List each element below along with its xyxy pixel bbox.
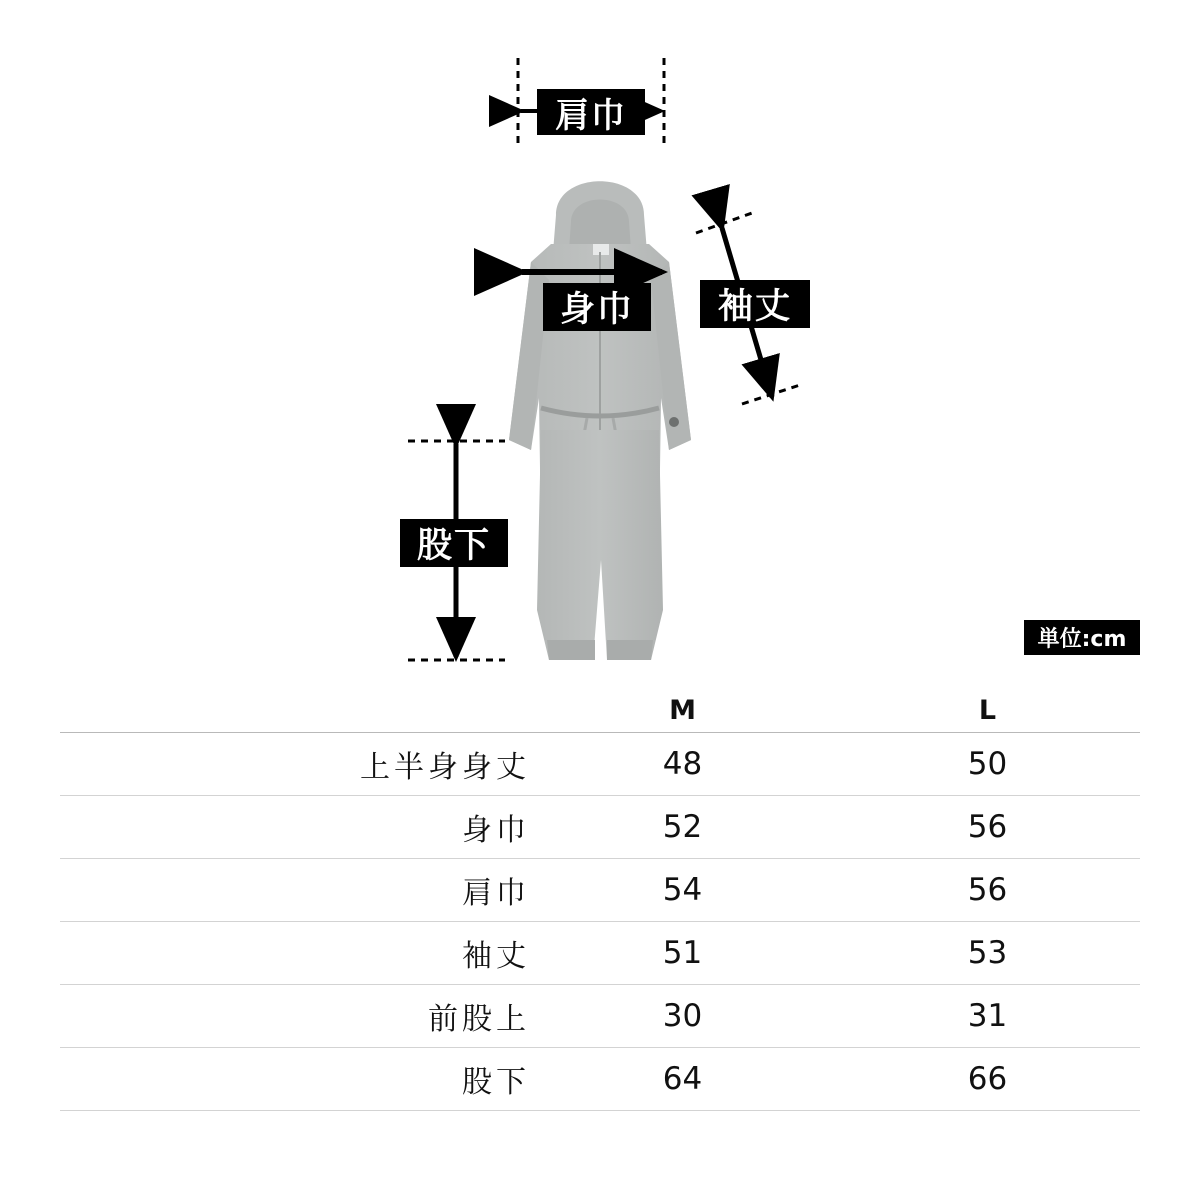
table-row bbox=[60, 985, 1140, 1048]
row-value-m: 30 bbox=[530, 985, 835, 1048]
table-header-row bbox=[60, 688, 1140, 733]
row-value-m: 52 bbox=[530, 796, 835, 859]
row-label: 肩巾 bbox=[60, 859, 530, 922]
label-shoulder-width: 肩巾 bbox=[537, 89, 645, 135]
unit-badge: 単位:cm bbox=[1024, 620, 1140, 655]
row-value-l: 56 bbox=[835, 796, 1140, 859]
row-value-m: 51 bbox=[530, 922, 835, 985]
label-sleeve-length: 袖丈 bbox=[700, 280, 810, 328]
row-value-l: 56 bbox=[835, 859, 1140, 922]
table-row bbox=[60, 859, 1140, 922]
column-header-m: M bbox=[530, 688, 835, 733]
table-body bbox=[60, 733, 1140, 1111]
row-value-l: 50 bbox=[835, 733, 1140, 796]
row-value-m: 48 bbox=[530, 733, 835, 796]
table-row bbox=[60, 733, 1140, 796]
row-value-l: 53 bbox=[835, 922, 1140, 985]
row-label: 身巾 bbox=[60, 796, 530, 859]
size-table bbox=[60, 688, 1140, 1111]
row-value-l: 66 bbox=[835, 1048, 1140, 1111]
row-value-l: 31 bbox=[835, 985, 1140, 1048]
row-value-m: 64 bbox=[530, 1048, 835, 1111]
row-label: 股下 bbox=[60, 1048, 530, 1111]
row-label: 上半身身丈 bbox=[60, 733, 530, 796]
column-header-measure bbox=[60, 688, 530, 733]
row-label: 前股上 bbox=[60, 985, 530, 1048]
label-body-width: 身巾 bbox=[543, 283, 651, 331]
column-header-l: L bbox=[835, 688, 1140, 733]
table-header bbox=[60, 688, 1140, 733]
label-inseam: 股下 bbox=[400, 519, 508, 567]
table-row bbox=[60, 796, 1140, 859]
row-value-m: 54 bbox=[530, 859, 835, 922]
table-row bbox=[60, 922, 1140, 985]
table-row bbox=[60, 1048, 1140, 1111]
row-label: 袖丈 bbox=[60, 922, 530, 985]
